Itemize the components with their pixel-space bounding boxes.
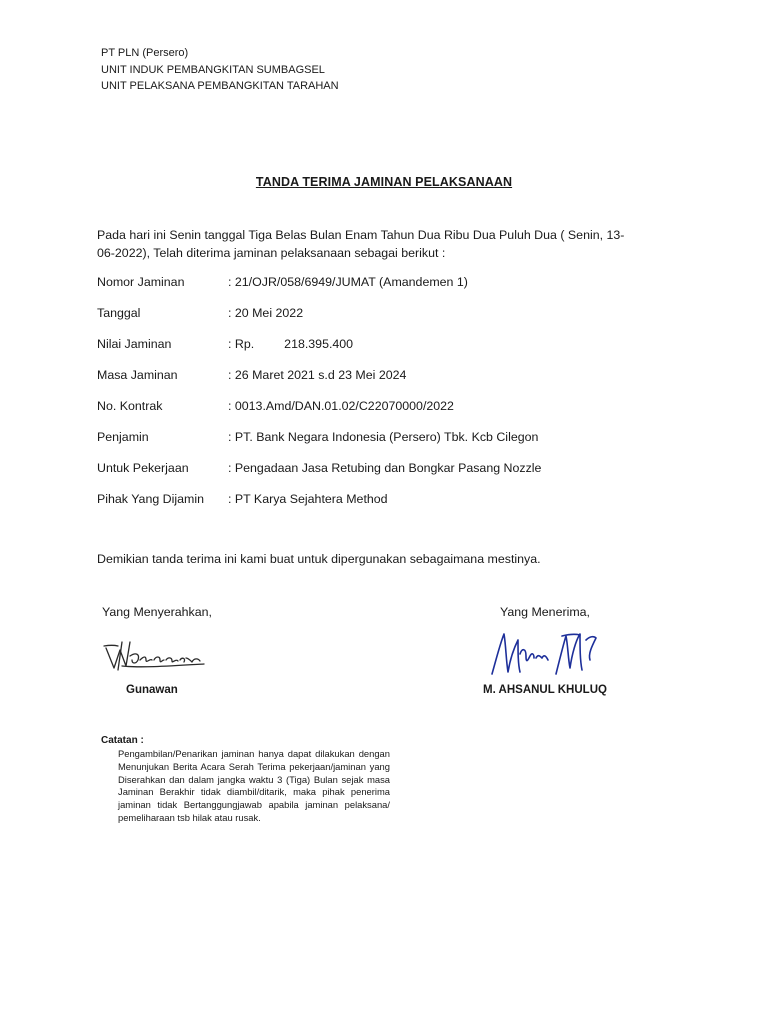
detail-label: Untuk Pekerjaan bbox=[97, 461, 189, 475]
receiver-signature-image bbox=[484, 624, 604, 680]
note-title: Catatan : bbox=[101, 735, 144, 746]
detail-value: : 21/OJR/058/6949/JUMAT (Amandemen 1) bbox=[228, 275, 468, 289]
receiver-label: Yang Menerima, bbox=[500, 605, 590, 619]
detail-label: Nilai Jaminan bbox=[97, 337, 172, 351]
header-line-unit-pelaksana: UNIT PELAKSANA PEMBANGKITAN TARAHAN bbox=[101, 80, 339, 92]
document-title: TANDA TERIMA JAMINAN PELAKSANAAN bbox=[255, 175, 513, 189]
intro-paragraph: Pada hari ini Senin tanggal Tiga Belas Bulan Enam Tahun Dua Ribu Dua Puluh Dua ( Senin, 13-06-2022), Telah diterima jaminan pelaksanaan sebagai berikut : bbox=[97, 228, 625, 260]
detail-value: : PT. Bank Negara Indonesia (Persero) Tbk. Kcb Cilegon bbox=[228, 430, 539, 444]
detail-value: : 20 Mei 2022 bbox=[228, 306, 304, 320]
detail-label: Masa Jaminan bbox=[97, 368, 178, 382]
detail-label: Pihak Yang Dijamin bbox=[97, 492, 204, 506]
detail-value: : PT Karya Sejahtera Method bbox=[228, 492, 388, 506]
header-line-unit-induk: UNIT INDUK PEMBANGKITAN SUMBAGSEL bbox=[101, 63, 325, 76]
detail-value: : 0013.Amd/DAN.01.02/C22070000/2022 bbox=[228, 399, 454, 413]
detail-label: Tanggal bbox=[97, 306, 141, 320]
detail-label: Nomor Jaminan bbox=[97, 275, 185, 289]
currency-prefix: : Rp. bbox=[228, 337, 255, 351]
closing-statement: Demikian tanda terima ini kami buat untuk dipergunakan sebagaimana mestinya. bbox=[97, 552, 541, 566]
detail-label: Penjamin bbox=[97, 430, 149, 444]
amount-value: 218.395.400 bbox=[284, 337, 354, 351]
detail-value bbox=[228, 335, 353, 353]
detail-value: : Pengadaan Jasa Retubing dan Bongkar Pasang Nozzle bbox=[228, 461, 542, 475]
company-header bbox=[101, 45, 339, 95]
detail-value: : 26 Maret 2021 s.d 23 Mei 2024 bbox=[228, 368, 407, 382]
receiver-name: M. AHSANUL KHULUQ bbox=[483, 684, 607, 696]
sender-signature-image bbox=[100, 636, 210, 676]
detail-label: No. Kontrak bbox=[97, 399, 163, 413]
note-body: Pengambilan/Penarikan jaminan hanya dapat dilakukan dengan Menunjukan Berita Acara Serah Terima pekerjaan/jaminan yang Diserahkan dan dalam jangka waktu 3 (Tiga) Bulan sejak masa Jaminan Berakhir tidak diambil/ditarik, maka pihak penerima jaminan tidak Bertanggungjawab apabila jaminan pelaksana/ pemeliharaan tsb hilak atau rusak. bbox=[118, 748, 390, 823]
sender-name: Gunawan bbox=[126, 684, 178, 696]
header-line-company: PT PLN (Persero) bbox=[101, 47, 189, 59]
sender-label: Yang Menyerahkan, bbox=[102, 605, 212, 619]
